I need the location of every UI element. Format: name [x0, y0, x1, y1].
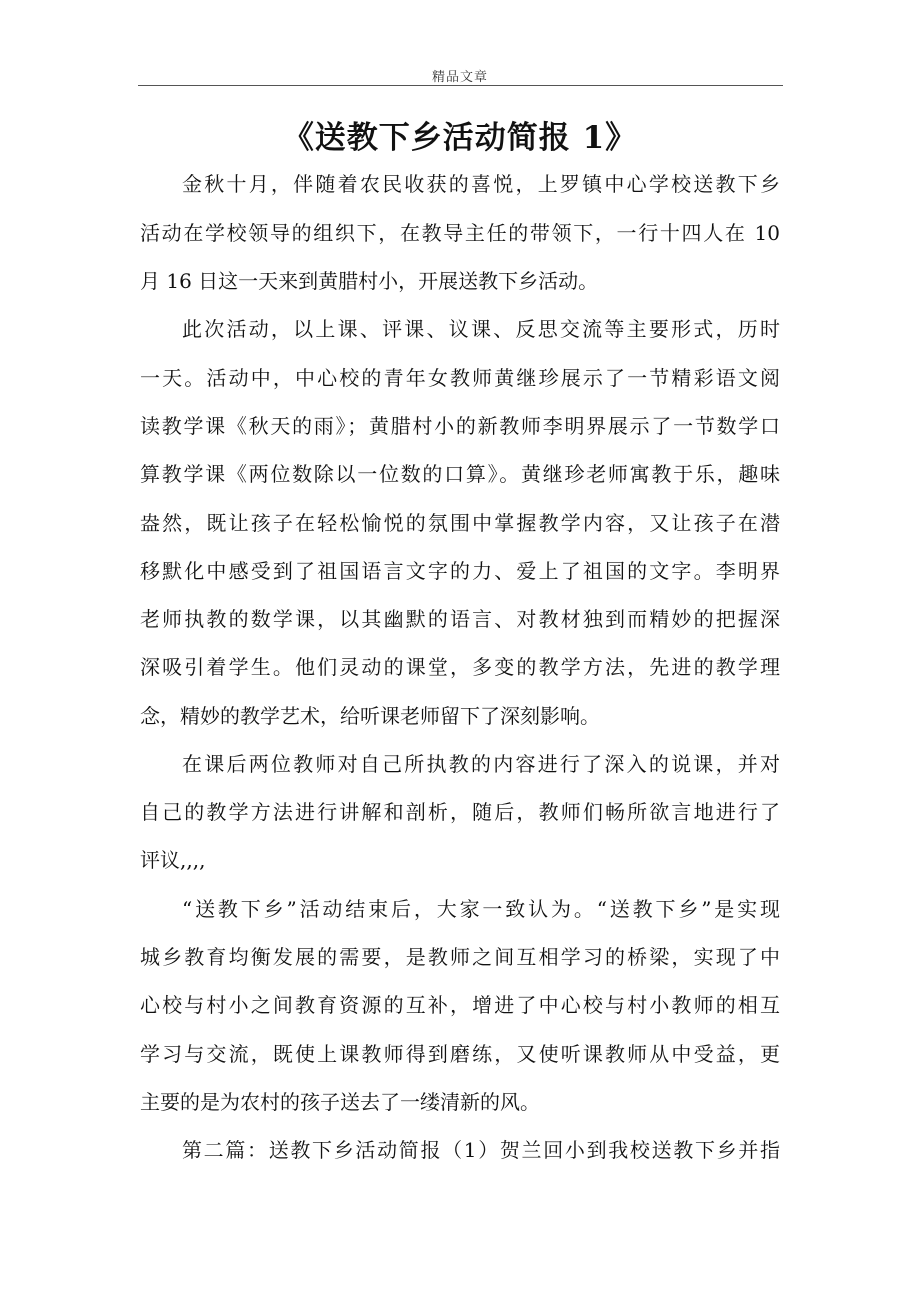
paragraph-4-line-2: 城乡教育均衡发展的需要，是教师之间互相学习的桥梁，实现了中 — [140, 945, 780, 969]
paragraph-4-line-4: 学习与交流，既使上课教师得到磨练，又使听课教师从中受益，更 — [140, 1042, 780, 1066]
paragraph-2-line-7: 老师执教的数学课，以其幽默的语言、对教材独到而精妙的把握深 — [140, 607, 780, 631]
paragraph-2-line-1: 此次活动，以上课、评课、议课、反思交流等主要形式，历时 — [182, 317, 780, 341]
paragraph-2-line-9: 念，精妙的教学艺术，给听课老师留下了深刻影响。 — [140, 704, 600, 728]
paragraph-4-line-1: “送教下乡”活动结束后，大家一致认为。“送教下乡”是实现 — [182, 897, 780, 921]
paragraph-2-line-4: 算教学课《两位数除以一位数的口算》。黄继珍老师寓教于乐，趣味 — [140, 462, 780, 486]
paragraph-2-line-2: 一天。活动中，中心校的青年女教师黄继珍展示了一节精彩语文阅 — [140, 366, 780, 390]
paragraph-2-line-6: 移默化中感受到了祖国语言文字的力、爱上了祖国的文字。李明界 — [140, 559, 780, 583]
paragraph-2-line-5: 盎然，既让孩子在轻松愉悦的氛围中掌握教学内容，又让孩子在潜 — [140, 511, 780, 535]
paragraph-2-line-3: 读教学课《秋天的雨》；黄腊村小的新教师李明界展示了一节数学口 — [140, 414, 780, 438]
paragraph-2-line-8: 深吸引着学生。他们灵动的课堂，多变的教学方法，先进的教学理 — [140, 655, 780, 679]
paragraph-5-line-1: 第二篇：送教下乡活动简报（1）贺兰回小到我校送教下乡并指 — [182, 1138, 780, 1162]
paragraph-4-line-3: 心校与村小之间教育资源的互补，增进了中心校与村小教师的相互 — [140, 993, 780, 1017]
paragraph-1-line-1: 金秋十月，伴随着农民收获的喜悦，上罗镇中心学校送教下乡 — [182, 172, 780, 196]
paragraph-3-line-1: 在课后两位教师对自己所执教的内容进行了深入的说课，并对 — [182, 752, 780, 776]
document-title: 《送教下乡活动简报 1》 — [282, 120, 638, 156]
paragraph-3-line-3: 评议,,,, — [140, 848, 206, 872]
header-divider — [138, 85, 783, 86]
paragraph-1-line-2: 活动在学校领导的组织下，在教导主任的带领下，一行十四人在 10 — [140, 221, 780, 245]
paragraph-3-line-2: 自己的教学方法进行讲解和剖析，随后，教师们畅所欲言地进行了 — [140, 800, 780, 824]
paragraph-1-line-3: 月 16 日这一天来到黄腊村小，开展送教下乡活动。 — [140, 269, 599, 293]
page-header: 精品文章 — [431, 70, 488, 85]
paragraph-4-line-5: 主要的是为农村的孩子送去了一缕清新的风。 — [140, 1090, 540, 1114]
